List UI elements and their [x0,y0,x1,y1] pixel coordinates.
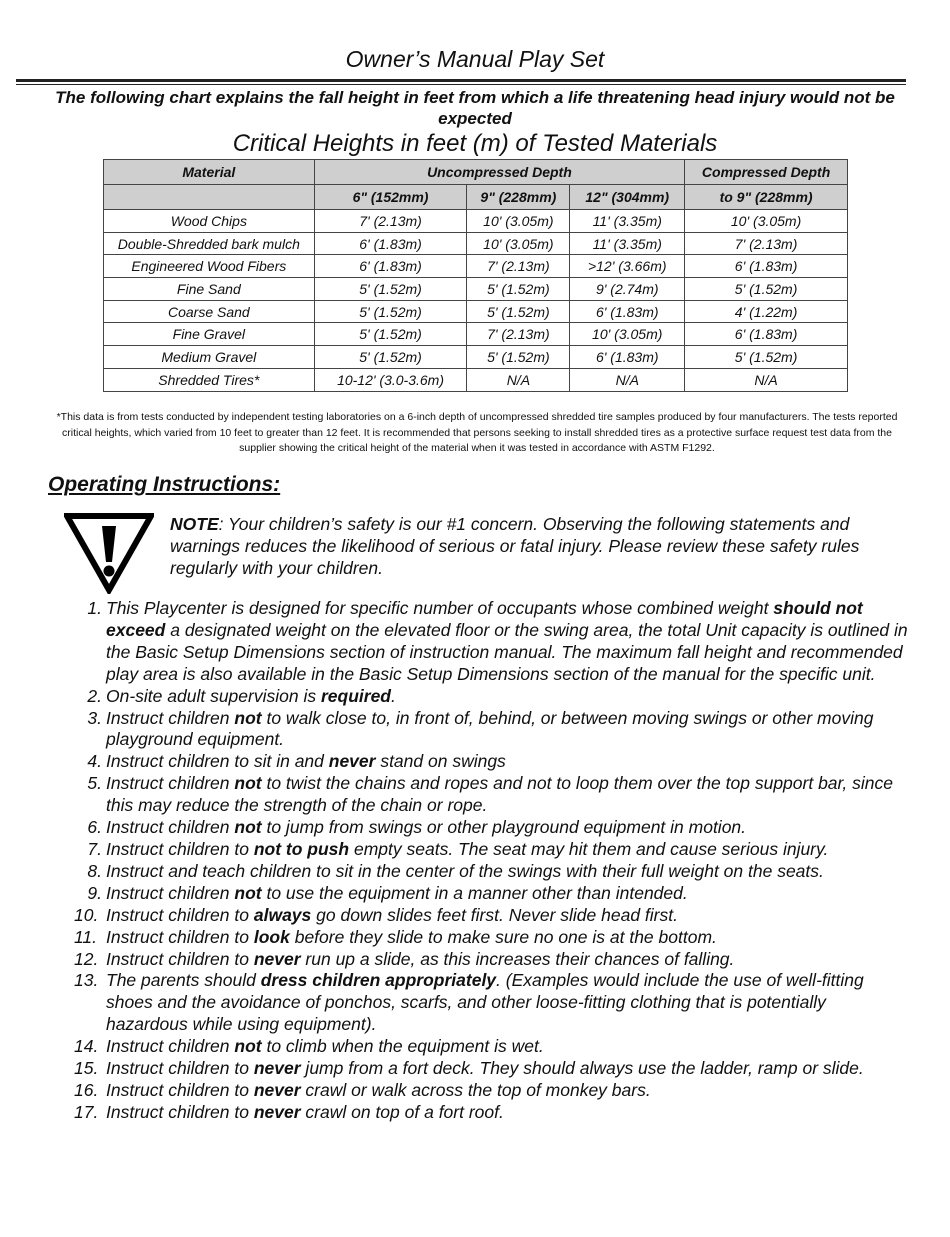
table-row [104,232,848,255]
instructions-list [72,598,912,1124]
safety-note [170,513,900,579]
note-text: : Your children’s safety is our #1 concern. Observing the following statements and warnings reduces the likelihood of serious or fatal injury. Please review these safety rules regularly with your children. [170,514,860,578]
instruction-text: This Playcenter is designed for specific number of occupants whose combined weight [106,598,774,618]
instruction-text: On-site adult supervision is [106,685,321,706]
instruction-emphasis: never [253,948,301,969]
header-uncompressed: Uncompressed Depth [314,160,685,185]
instruction-item [72,817,912,839]
instruction-text: run up a slide, as this increases their chances of falling. [300,948,735,969]
table-row [104,255,848,278]
instruction-text: Instruct children [106,882,235,903]
instruction-emphasis: never [253,1079,301,1100]
instruction-text: Instruct children [106,1036,235,1057]
height-cell: 11' (3.35m) [570,210,685,233]
height-cell: 5' (1.52m) [685,346,848,369]
header-depth-9: 9" (228mm) [467,185,570,210]
instruction-number: 2. [87,685,102,706]
instruction-number: 11. [74,926,98,947]
height-cell: 10' (3.05m) [570,323,685,346]
instruction-text: crawl on top of a fort roof. [300,1101,504,1122]
height-cell: 5' (1.52m) [467,278,570,301]
instruction-number: 3. [87,707,102,728]
header-compressed: Compressed Depth [685,160,848,185]
instruction-emphasis: always [253,904,312,925]
instruction-number: 1. [87,598,102,618]
instruction-number: 8. [87,860,102,881]
instruction-text: Instruct children to sit in and [106,751,329,772]
material-cell: Fine Sand [104,278,315,301]
instruction-item [72,686,912,708]
instruction-item [72,883,912,905]
instruction-emphasis: not to push [253,838,350,859]
instruction-text: Instruct children to [106,838,254,859]
instruction-text: to jump from swings or other playground equipment in motion. [261,817,747,838]
height-cell: 5' (1.52m) [467,346,570,369]
table-row [104,278,848,301]
instruction-text: Instruct children to [106,1101,254,1122]
instruction-number: 15. [74,1058,99,1079]
instruction-item [72,970,912,1036]
instruction-number: 13. [74,970,99,991]
height-cell: 10' (3.05m) [467,210,570,233]
height-cell: 4' (1.22m) [685,300,848,323]
height-cell: N/A [570,368,685,391]
operating-instructions-heading: Operating Instructions: [48,473,281,496]
instruction-number: 16. [74,1079,99,1100]
instruction-number: 4. [87,751,102,772]
instruction-number: 7. [87,838,102,859]
instruction-item [72,839,912,861]
instruction-emphasis: never [253,1058,301,1079]
height-cell: 5' (1.52m) [467,300,570,323]
height-cell: N/A [685,368,848,391]
instruction-emphasis: not [234,817,262,838]
instruction-item [72,751,912,773]
instruction-text: go down slides feet first. Never slide head first. [311,904,678,925]
table-row [104,300,848,323]
instruction-item [72,773,912,817]
height-cell: >12' (3.66m) [570,255,685,278]
height-cell: 7' (2.13m) [685,232,848,255]
intro-text: The following chart explains the fall height in feet from which a life threatening head injury would not be expected [55,88,895,128]
instruction-text: . (Examples would include the use of well-fitting shoes and the avoidance of ponchos, scarfs, and other loose-fitting clothing that is potentially hazardous while using equipment). [106,970,864,1035]
instruction-text: Instruct children to [106,1058,254,1079]
instruction-text: Instruct children to [106,926,254,947]
instruction-item [72,1102,912,1124]
table-row [104,368,848,391]
instruction-emphasis: look [253,926,290,947]
height-cell: 5' (1.52m) [314,300,467,323]
height-cell: 5' (1.52m) [314,323,467,346]
instruction-text: to use the equipment in a manner other than intended. [261,882,688,903]
instruction-item [72,708,912,752]
instruction-text: Instruct children [106,773,235,794]
instruction-emphasis: required [320,685,391,706]
height-cell: 10-12' (3.0-3.6m) [314,368,467,391]
material-cell: Medium Gravel [104,346,315,369]
instruction-text: before they slide to make sure no one is at the bottom. [289,926,717,947]
instruction-text: to twist the chains and ropes and not to loop them over the top support bar, since this may reduce the strength of the chain or rope. [106,773,893,816]
height-cell: 5' (1.52m) [314,346,467,369]
instruction-text: crawl or walk across the top of monkey bars. [300,1079,651,1100]
header-compressed-depth: to 9" (228mm) [685,185,848,210]
height-cell: 10' (3.05m) [467,232,570,255]
height-cell: 10' (3.05m) [685,210,848,233]
title-rule-thick [16,79,906,82]
page-title: Owner’s Manual Play Set [345,46,605,72]
instruction-emphasis: dress children appropriately [260,970,497,991]
height-cell: 11' (3.35m) [570,232,685,255]
instruction-text: Instruct children [106,817,235,838]
instruction-text: . [391,685,396,706]
instruction-text: The parents should [106,970,261,991]
height-cell: 6' (1.83m) [570,346,685,369]
instruction-text: Instruct children to [106,948,254,969]
instruction-text: Instruct children to [106,904,254,925]
instruction-number: 17. [74,1101,99,1122]
header-depth-12: 12" (304mm) [570,185,685,210]
table-row [104,346,848,369]
instruction-number: 14. [74,1036,99,1057]
instruction-number: 9. [87,882,102,903]
height-cell: 6' (1.83m) [685,323,848,346]
header-material: Material [104,160,315,185]
instruction-text: jump from a fort deck. They should always use the ladder, ramp or slide. [300,1058,864,1079]
table-footnote: *This data is from tests conducted by independent testing laboratories on a 6-inch depth of uncompressed shredded tire samples produced by four manufacturers. The tests reported critical heights, which varied from 10 feet to greater than 12 feet. It is recommended that persons seeking to install shredded tires as a protective surface request test data from the supplier showing the critical height of the material when it was tested in accordance with ASTM F1292. [56,411,898,454]
instruction-number: 6. [87,817,102,838]
height-cell: 9' (2.74m) [570,278,685,301]
height-cell: 6' (1.83m) [570,300,685,323]
instruction-item [72,905,912,927]
instruction-item [72,1080,912,1102]
title-rule-thin [16,84,906,85]
warning-icon [64,512,154,594]
instruction-text: a designated weight on the elevated floor or the swing area, the total Unit capacity is outlined in the Basic Setup Dimensions section of instruction manual. The maximum fall height and recommended play area is also available in the Basic Setup Dimensions section of the manual for the specific unit. [106,619,908,684]
header-depth-6: 6" (152mm) [314,185,467,210]
material-cell: Fine Gravel [104,323,315,346]
table-row [104,323,848,346]
instruction-number: 10. [74,904,99,925]
instruction-number: 12. [74,948,99,969]
material-cell: Engineered Wood Fibers [104,255,315,278]
instruction-number: 5. [87,773,102,794]
instruction-emphasis: should not exceed [106,598,863,640]
instruction-item [72,598,912,686]
material-cell: Wood Chips [104,210,315,233]
table-title: Critical Heights in feet (m) of Tested Materials [232,130,718,157]
instruction-text: to walk close to, in front of, behind, or between moving swings or other moving playground equipment. [106,707,874,750]
instruction-emphasis: not [234,773,262,794]
instruction-emphasis: never [253,1101,301,1122]
instruction-text: Instruct children [106,707,235,728]
instruction-emphasis: not [234,882,262,903]
instruction-emphasis: not [234,707,262,728]
header-blank [104,185,315,210]
instruction-item [72,927,912,949]
height-cell: 7' (2.13m) [467,323,570,346]
material-cell: Double-Shredded bark mulch [104,232,315,255]
instruction-text: Instruct children to [106,1079,254,1100]
note-label: NOTE [170,514,219,534]
height-cell: 5' (1.52m) [685,278,848,301]
instruction-item [72,861,912,883]
height-cell: 7' (2.13m) [467,255,570,278]
instruction-item [72,1058,912,1080]
instruction-item [72,949,912,971]
material-cell: Shredded Tires* [104,368,315,391]
instruction-text: empty seats. The seat may hit them and cause serious injury. [349,838,829,859]
material-cell: Coarse Sand [104,300,315,323]
table-row [104,210,848,233]
instruction-text: Instruct and teach children to sit in the center of the swings with their full weight on the seats. [106,860,824,881]
instruction-emphasis: not [234,1036,262,1057]
instruction-text: stand on swings [375,751,506,772]
height-cell: 7' (2.13m) [314,210,467,233]
height-cell: 6' (1.83m) [314,255,467,278]
height-cell: 5' (1.52m) [314,278,467,301]
critical-heights-table [103,159,848,392]
instruction-item [72,1036,912,1058]
height-cell: 6' (1.83m) [314,232,467,255]
height-cell: 6' (1.83m) [685,255,848,278]
instruction-emphasis: never [328,751,376,772]
height-cell: N/A [467,368,570,391]
instruction-text: to climb when the equipment is wet. [261,1036,544,1057]
